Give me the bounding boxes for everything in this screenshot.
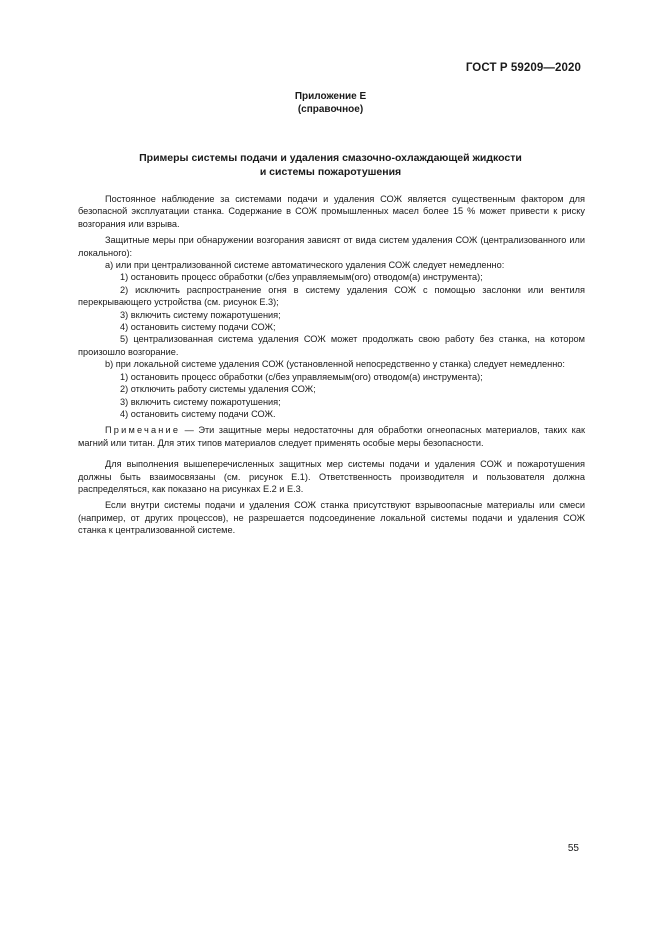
title-line-2: и системы пожаротушения	[259, 165, 402, 178]
list-item-a4: 4) остановить систему подачи СОЖ;	[120, 322, 276, 333]
appendix-heading	[0, 90, 661, 116]
appendix-type: (справочное)	[297, 104, 364, 115]
paragraph-interconnection: Для выполнения вышеперечисленных защитных мер системы подачи и удаления СОЖ и пожаротушения должны быть взаимосвязаны (см. рисунок Е.1). Ответственность производителя и пользователя должна распределяться, как показано на рисунках Е.2 и Е.3.	[78, 459, 585, 494]
paragraph-explosive: Если внутри системы подачи и удаления СОЖ станка присутствуют взрывоопасные материалы или смеси (например, от других процессов), не разрешается подсоединение локальной системы подачи и удаления СОЖ станка к централизованной системе.	[78, 500, 585, 536]
document-body	[78, 193, 585, 537]
list-item-a5: 5) централизованная система удаления СОЖ может продолжать свою работу без станка, на котором произошло возгорание.	[78, 334, 585, 357]
paragraph-protective-measures: Защитные меры при обнаружении возгорания зависят от вида систем удаления СОЖ (централизованного или локального):	[78, 235, 585, 258]
appendix-label: Приложение Е	[294, 91, 367, 102]
note-label: Примечание	[105, 425, 181, 436]
list-item-b4: 4) остановить систему подачи СОЖ.	[120, 408, 276, 419]
note-text: — Эти защитные меры недостаточны для обработки огнеопасных материалов, таких как магний или титан. Для этих типов материалов следует применять особые меры безопасности.	[78, 425, 585, 448]
list-item-b2: 2) отключить работу системы удаления СОЖ;	[120, 384, 316, 395]
list-item-a3: 3) включить систему пожаротушения;	[120, 309, 281, 320]
standard-number: ГОСТ Р 59209—2020	[465, 62, 581, 74]
paragraph-intro: Постоянное наблюдение за системами подачи и удаления СОЖ является существенным фактором для безопасной эксплуатации станка. Содержание в СОЖ промышленных масел более 15 % может привести к риску возгорания или взрыва.	[78, 194, 585, 229]
list-item-a2: 2) исключить распространение огня в систему удаления СОЖ с помощью заслонки или вентиля перекрывающего устройства (см. рисунок Е.3);	[78, 284, 585, 308]
note	[78, 424, 585, 449]
list-item-a: a) или при централизованной системе автоматического удаления СОЖ следует немедленно:	[105, 260, 505, 271]
title-line-1: Примеры системы подачи и удаления смазочно-охлаждающей жидкости	[139, 152, 522, 164]
list-item-b1: 1) остановить процесс обработки (с/без управляемым(ого) отводом(а) инструмента);	[120, 371, 483, 382]
list-item-b: b) при локальной системе удаления СОЖ (установленной непосредственно у станка) следует немедленно:	[105, 359, 565, 370]
page-number: 55	[567, 843, 579, 854]
appendix-title	[0, 152, 661, 179]
list-item-b3: 3) включить систему пожаротушения;	[120, 396, 281, 407]
list-item-a1: 1) остановить процесс обработки (с/без управляемым(ого) отводом(а) инструмента);	[120, 272, 483, 283]
